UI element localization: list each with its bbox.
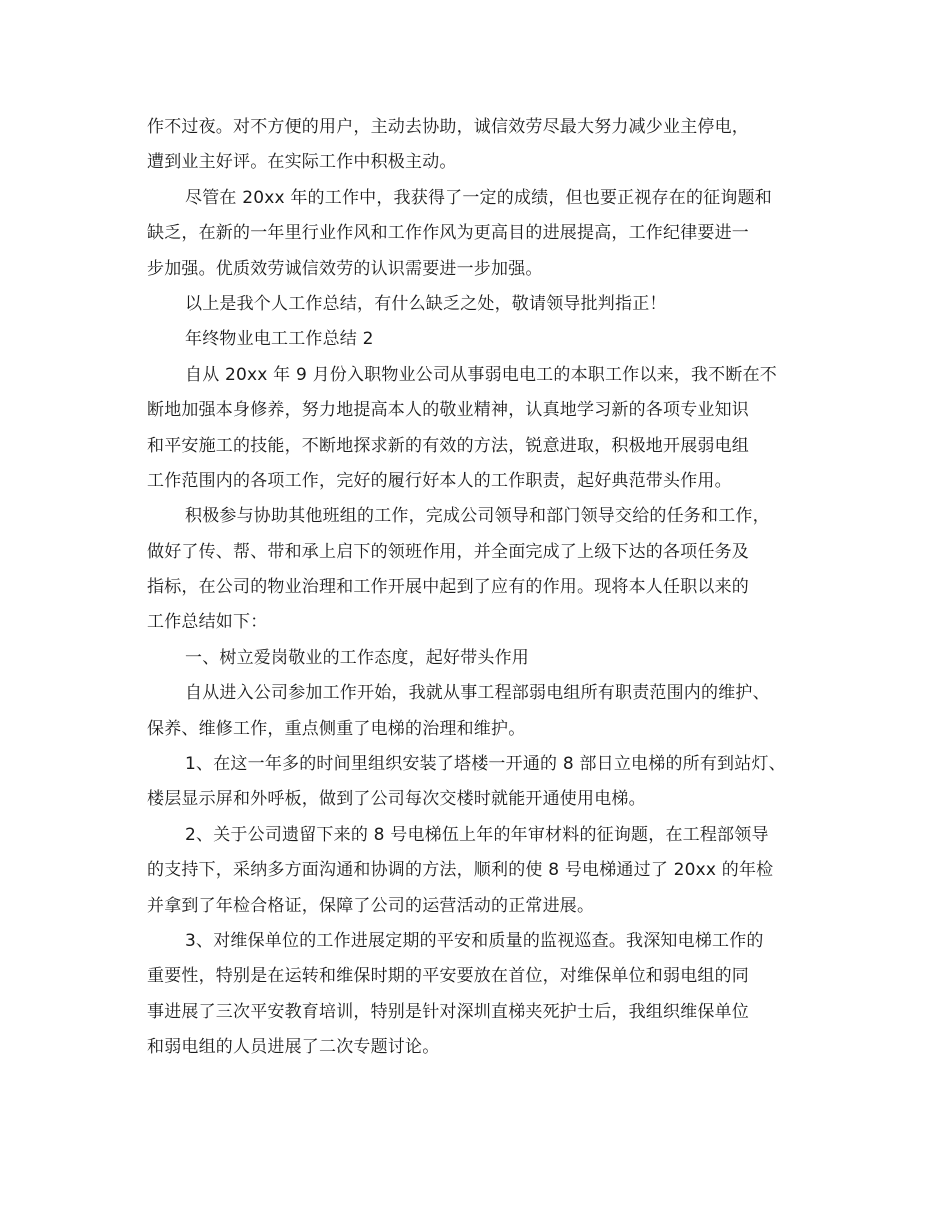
text-line: 重要性，特别是在运转和维保时期的平安要放在首位，对维保单位和弱电组的同	[147, 966, 749, 987]
text-line: 做好了传、帮、带和承上启下的领班作用，并全面完成了上级下达的各项任务及	[147, 541, 749, 562]
text-line: 遭到业主好评。在实际工作中积极主动。	[147, 152, 457, 173]
text-line: 作不过夜。对不方便的用户，主动去协助，诚信效劳尽最大努力减少业主停电，	[147, 117, 749, 137]
text-line: 和平安施工的技能，不断地探求新的有效的方法，锐意进取，积极地开展弱电组	[147, 435, 749, 456]
document-body	[147, 110, 817, 1066]
text-line: 3、对维保单位的工作进展定期的平安和质量的监视巡查。我深知电梯工作的	[185, 930, 764, 951]
text-line: 缺乏，在新的一年里行业作风和工作作风为更高目的进展提高，工作纪律要进一	[147, 223, 749, 244]
text-line: 和弱电组的人员进展了二次专题讨论。	[147, 1037, 440, 1058]
text-line: 2、关于公司遗留下来的 8 号电梯伍上年的年审材料的征询题，在工程部领导	[185, 824, 769, 845]
text-line: 事进展了三次平安教育培训，特别是针对深圳直梯夹死护士后，我组织维保单位	[147, 1001, 749, 1022]
text-line: 积极参与协助其他班组的工作，完成公司领导和部门领导交给的任务和工作，	[185, 506, 770, 527]
text-line: 保养、维修工作，重点侧重了电梯的治理和维护。	[147, 718, 526, 739]
text-line: 尽管在 20xx 年的工作中，我获得了一定的成绩，但也要正视存在的征询题和	[185, 187, 772, 208]
text-line: 1、在这一年多的时间里组织安装了塔楼一开通的 8 部日立电梯的所有到站灯、	[185, 754, 786, 775]
text-line: 指标，在公司的物业治理和工作开展中起到了应有的作用。现将本人任职以来的	[147, 577, 749, 598]
text-line: 工作范围内的各项工作，完好的履行好本人的工作职责，起好典范带头作用。	[147, 470, 732, 491]
text-line: 楼层显示屏和外呼板，做到了公司每次交楼时就能开通使用电梯。	[147, 789, 646, 810]
text-line: 自从进入公司参加工作开始，我就从事工程部弱电组所有职责范围内的维护、	[185, 683, 770, 704]
text-line: 的支持下，采纳多方面沟通和协调的方法，顺利的使 8 号电梯通过了 20xx 的年检	[147, 860, 774, 881]
text-line: 断地加强本身修养，努力地提高本人的敬业精神，认真地学习新的各项专业知识	[147, 400, 749, 421]
text-line: 以上是我个人工作总结，有什么缺乏之处，敬请领导批判指正！	[185, 293, 667, 314]
text-line: 步加强。优质效劳诚信效劳的认识需要进一步加强。	[147, 258, 543, 279]
text-line: 自从 20xx 年 9 月份入职物业公司从事弱电电工的本职工作以来，我不断在不	[185, 364, 777, 385]
section-heading: 一、树立爱岗敬业的工作态度，起好带头作用	[185, 647, 529, 668]
section-heading: 年终物业电工工作总结 2	[185, 329, 374, 350]
text-line: 并拿到了年检合格证，保障了公司的运营活动的正常进展。	[147, 895, 595, 916]
text-line: 工作总结如下：	[147, 612, 268, 633]
